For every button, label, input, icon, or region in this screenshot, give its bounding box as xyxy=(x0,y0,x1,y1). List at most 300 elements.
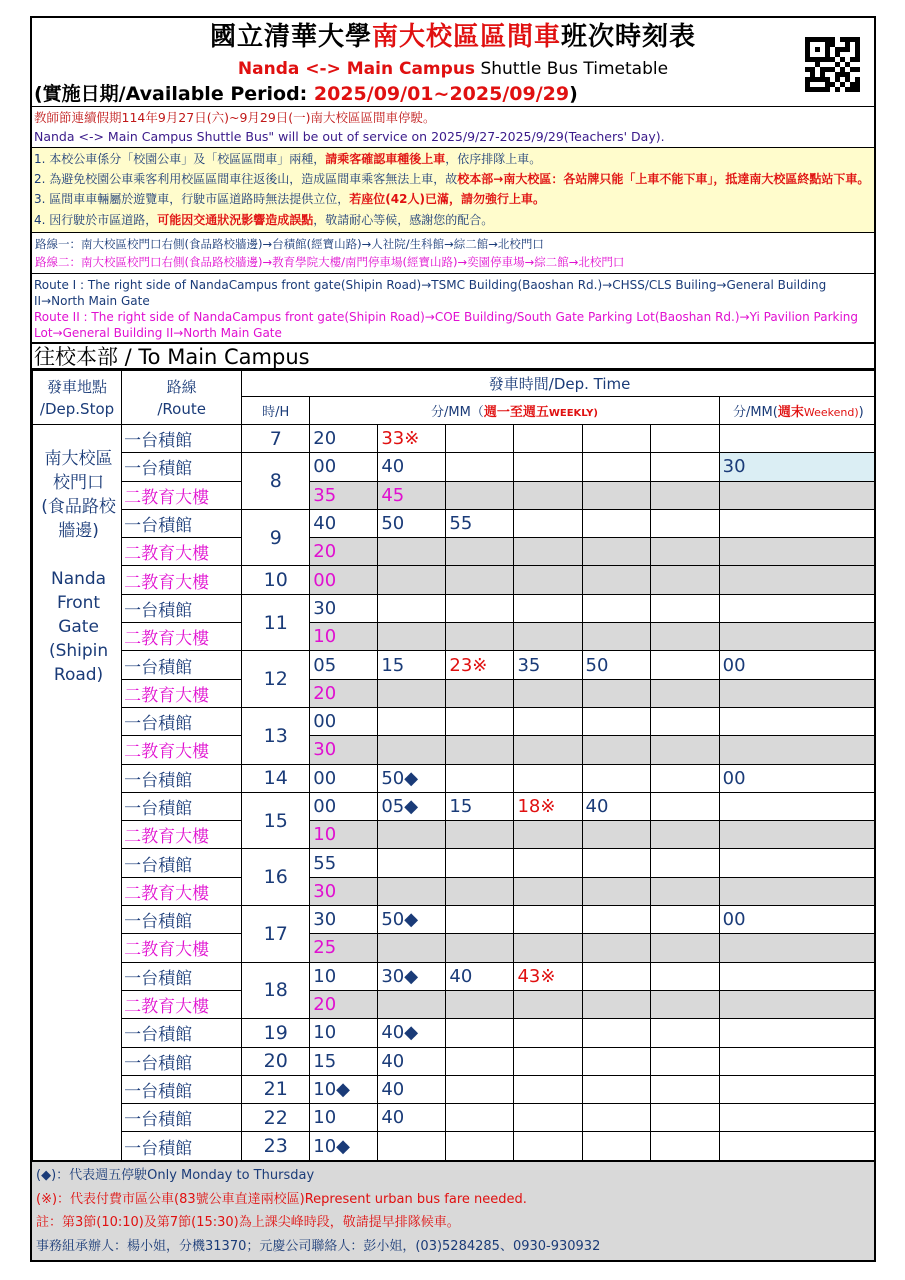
departure-minute xyxy=(378,934,446,962)
route-name: 一台積館 xyxy=(122,707,242,735)
header-stop: 發車地點 /Dep.Stop xyxy=(33,371,122,425)
departure-minute xyxy=(582,1132,650,1160)
notice-cn: 教師節連續假期114年9月27日(六)~9月29日(一)南大校區區間車停駛。 xyxy=(34,110,436,125)
table-row xyxy=(33,792,877,820)
departure-minute xyxy=(446,481,514,509)
departure-minute xyxy=(650,849,719,877)
departure-minute: 35 xyxy=(310,481,378,509)
rule-4-b: 可能因交通狀況影響造成誤點 xyxy=(157,213,314,227)
rule-2 xyxy=(34,170,872,189)
departure-minute xyxy=(650,906,719,934)
departure-minute: 20 xyxy=(310,679,378,707)
departure-minute xyxy=(650,1019,719,1047)
departure-minute xyxy=(378,594,446,622)
departure-minute xyxy=(582,906,650,934)
departure-minute xyxy=(514,906,582,934)
weekend-minute xyxy=(719,962,876,990)
footer-note-1: (◆)：代表週五停駛Only Monday to Thursday xyxy=(36,1168,315,1183)
table-row xyxy=(33,594,877,622)
departure-minute: 20 xyxy=(310,538,378,566)
departure-minute xyxy=(446,623,514,651)
route-name: 一台積館 xyxy=(122,764,242,792)
departure-minute xyxy=(582,736,650,764)
departure-minute: 23※ xyxy=(446,651,514,679)
table-row xyxy=(33,736,877,764)
departure-minute xyxy=(650,538,719,566)
departure-minute xyxy=(514,849,582,877)
route-name: 二教育大樓 xyxy=(122,736,242,764)
departure-minute: 40 xyxy=(378,1075,446,1103)
departure-minute xyxy=(582,990,650,1018)
footer-note-3: 註：第3節(10:10)及第7節(15:30)為上課尖峰時段，敬請提早排隊候車。 xyxy=(36,1215,460,1230)
hour-cell: 9 xyxy=(242,509,310,566)
departure-minute xyxy=(582,1075,650,1103)
header-route: 路線 /Route xyxy=(122,371,242,425)
timetable xyxy=(32,370,876,1161)
subtitle xyxy=(32,56,874,82)
title-part-1: 國立清華大學 xyxy=(209,22,372,52)
routes-cn xyxy=(32,233,874,274)
departure-minute xyxy=(446,1019,514,1047)
route-name: 二教育大樓 xyxy=(122,623,242,651)
departure-minute xyxy=(514,453,582,481)
departure-minute xyxy=(514,1132,582,1160)
subtitle-text: Shuttle Bus Timetable xyxy=(480,59,669,79)
departure-minute xyxy=(514,764,582,792)
departure-minute xyxy=(650,934,719,962)
route-name: 一台積館 xyxy=(122,849,242,877)
departure-minute xyxy=(446,764,514,792)
departure-minute: 00 xyxy=(310,566,378,594)
table-row xyxy=(33,962,877,990)
departure-minute xyxy=(514,679,582,707)
rules-box xyxy=(32,148,874,233)
table-row xyxy=(33,764,877,792)
table-row xyxy=(33,481,877,509)
table-row xyxy=(33,538,877,566)
departure-minute: 15 xyxy=(378,651,446,679)
departure-minute xyxy=(514,707,582,735)
departure-minute: 50◆ xyxy=(378,764,446,792)
route-name: 二教育大樓 xyxy=(122,566,242,594)
route-name: 一台積館 xyxy=(122,594,242,622)
route-name: 二教育大樓 xyxy=(122,877,242,905)
departure-minute xyxy=(514,594,582,622)
departure-minute xyxy=(650,990,719,1018)
route-name: 一台積館 xyxy=(122,962,242,990)
departure-minute xyxy=(582,764,650,792)
title-part-2: 南大校區區間車 xyxy=(371,22,561,52)
footer-note-2: (※)：代表付費市區公車(83號公車直達兩校區)Represent urban bus fare needed. xyxy=(36,1191,527,1207)
departure-minute: 50 xyxy=(582,651,650,679)
departure-minute xyxy=(650,679,719,707)
departure-minute: 50 xyxy=(378,509,446,537)
hdr-weekend-b: 週末 xyxy=(777,405,804,420)
departure-minute: 10◆ xyxy=(310,1075,378,1103)
route-1-en: Route I : The right side of NandaCampus front gate(Shipin Road)→TSMC Building(Baoshan Rd.)→CHSS/CLS Builing→General Building II→North Main Gate xyxy=(34,278,827,308)
departure-minute xyxy=(514,821,582,849)
weekend-minute xyxy=(719,481,876,509)
weekend-minute xyxy=(719,990,876,1018)
departure-minute xyxy=(582,707,650,735)
weekend-minute xyxy=(719,736,876,764)
rule-3 xyxy=(34,189,872,210)
route-name: 一台積館 xyxy=(122,1132,242,1160)
rule-2-a: 2. 為避免校園公車乘客利用校區區間車往返後山，造成區間車乘客無法上車，故 xyxy=(34,172,458,186)
qr-code-icon[interactable] xyxy=(805,37,860,92)
weekend-minute: 00 xyxy=(719,651,876,679)
weekend-minute xyxy=(719,1104,876,1132)
departure-minute: 43※ xyxy=(514,962,582,990)
table-row xyxy=(33,453,877,481)
weekend-minute xyxy=(719,509,876,537)
header-min-weekend xyxy=(719,397,876,425)
departure-minute xyxy=(514,990,582,1018)
departure-minute xyxy=(446,425,514,453)
weekend-minute xyxy=(719,566,876,594)
departure-minute xyxy=(650,1075,719,1103)
section-title: 往校本部 / To Main Campus xyxy=(32,344,874,370)
departure-minute xyxy=(582,934,650,962)
rule-4 xyxy=(34,210,872,231)
departure-minute xyxy=(650,962,719,990)
departure-minute xyxy=(378,707,446,735)
departure-minute xyxy=(378,849,446,877)
departure-minute: 40◆ xyxy=(378,1019,446,1047)
notice-en: Nanda <-> Main Campus Shuttle Bus" will be out of service on 2025/9/27-2025/9/29(Teachers' Day). xyxy=(34,129,665,144)
available-period xyxy=(32,82,874,107)
departure-minute xyxy=(446,1132,514,1160)
departure-minute xyxy=(446,1104,514,1132)
departure-minute xyxy=(582,453,650,481)
departure-minute xyxy=(514,1075,582,1103)
departure-minute xyxy=(446,594,514,622)
table-row xyxy=(33,821,877,849)
departure-minute xyxy=(514,1047,582,1075)
departure-minute xyxy=(514,736,582,764)
departure-minute xyxy=(446,990,514,1018)
table-row xyxy=(33,623,877,651)
weekend-minute: 30 xyxy=(719,453,876,481)
table-row xyxy=(33,425,877,453)
departure-minute: 25 xyxy=(310,934,378,962)
departure-minute xyxy=(514,566,582,594)
departure-minute: 35 xyxy=(514,651,582,679)
departure-minute: 05 xyxy=(310,651,378,679)
rule-4-a: 4. 因行駛於市區道路， xyxy=(34,213,158,227)
departure-minute: 30 xyxy=(310,594,378,622)
table-row xyxy=(33,1132,877,1160)
departure-minute xyxy=(514,509,582,537)
weekend-minute xyxy=(719,538,876,566)
weekend-minute xyxy=(719,594,876,622)
departure-minute xyxy=(378,623,446,651)
table-row xyxy=(33,1019,877,1047)
weekend-minute xyxy=(719,821,876,849)
departure-minute xyxy=(650,877,719,905)
hdr-weekly-a: 分/MM（ xyxy=(431,405,484,420)
departure-minute xyxy=(650,764,719,792)
departure-minute xyxy=(514,1019,582,1047)
departure-minute xyxy=(650,651,719,679)
departure-minute xyxy=(582,594,650,622)
departure-minute xyxy=(446,821,514,849)
departure-minute: 33※ xyxy=(378,425,446,453)
departure-minute: 10 xyxy=(310,1019,378,1047)
table-row xyxy=(33,566,877,594)
departure-minute: 30 xyxy=(310,736,378,764)
departure-minute xyxy=(582,1104,650,1132)
departure-minute xyxy=(378,821,446,849)
departure-minute xyxy=(446,707,514,735)
departure-minute xyxy=(582,425,650,453)
table-row xyxy=(33,877,877,905)
departure-minute xyxy=(582,509,650,537)
departure-minute: 15 xyxy=(310,1047,378,1075)
departure-minute xyxy=(446,679,514,707)
departure-minute xyxy=(446,849,514,877)
table-row xyxy=(33,934,877,962)
timetable-document xyxy=(30,16,876,1262)
weekend-minute xyxy=(719,877,876,905)
departure-minute xyxy=(446,736,514,764)
weekend-minute xyxy=(719,934,876,962)
weekend-minute xyxy=(719,623,876,651)
departure-minute: 10 xyxy=(310,962,378,990)
weekend-minute xyxy=(719,1075,876,1103)
route-name: 二教育大樓 xyxy=(122,934,242,962)
rule-3-a: 3. 區間車車輛屬於遊覽車，行駛市區道路時無法提供立位， xyxy=(34,192,350,206)
hdr-weekly-c: WEEKLY) xyxy=(548,408,598,419)
departure-minute xyxy=(514,1104,582,1132)
hour-cell: 17 xyxy=(242,906,310,963)
departure-minute xyxy=(446,906,514,934)
route-name: 二教育大樓 xyxy=(122,990,242,1018)
departure-minute xyxy=(582,1047,650,1075)
departure-minute xyxy=(650,566,719,594)
route-name: 一台積館 xyxy=(122,1104,242,1132)
hour-cell: 15 xyxy=(242,792,310,849)
departure-minute xyxy=(514,934,582,962)
hour-cell: 13 xyxy=(242,707,310,764)
weekend-minute xyxy=(719,1047,876,1075)
departure-minute xyxy=(650,792,719,820)
departure-minute: 20 xyxy=(310,425,378,453)
departure-minute xyxy=(582,962,650,990)
rule-1-a: 1. 本校公車係分「校園公車」及「校區區間車」兩種， xyxy=(34,152,326,166)
table-row xyxy=(33,1047,877,1075)
header-min-weekly xyxy=(310,397,719,425)
hour-cell: 16 xyxy=(242,849,310,906)
hour-cell: 22 xyxy=(242,1104,310,1132)
departure-minute: 55 xyxy=(310,849,378,877)
departure-minute xyxy=(582,849,650,877)
route-name: 一台積館 xyxy=(122,1047,242,1075)
departure-minute xyxy=(378,538,446,566)
footer-notes xyxy=(32,1160,874,1260)
departure-minute: 05◆ xyxy=(378,792,446,820)
departure-minute xyxy=(514,877,582,905)
route-name: 二教育大樓 xyxy=(122,481,242,509)
table-row xyxy=(33,679,877,707)
departure-minute: 10 xyxy=(310,1104,378,1132)
departure-minute: 00 xyxy=(310,764,378,792)
departure-minute xyxy=(582,821,650,849)
route-name: 一台積館 xyxy=(122,1019,242,1047)
hdr-weekend-close: ) xyxy=(858,405,864,420)
departure-minute: 30 xyxy=(310,877,378,905)
weekend-minute xyxy=(719,679,876,707)
departure-minute: 50◆ xyxy=(378,906,446,934)
title-part-3: 班次時刻表 xyxy=(561,22,697,52)
departure-minute: 10 xyxy=(310,821,378,849)
table-row xyxy=(33,651,877,679)
header-hour: 時/H xyxy=(242,397,310,425)
departure-minute xyxy=(378,736,446,764)
weekend-minute xyxy=(719,792,876,820)
departure-minute xyxy=(378,990,446,1018)
hour-cell: 12 xyxy=(242,651,310,708)
departure-minute xyxy=(446,538,514,566)
hour-cell: 7 xyxy=(242,425,310,453)
departure-minute xyxy=(582,877,650,905)
routes-en xyxy=(32,274,874,344)
weekend-minute: 00 xyxy=(719,764,876,792)
departure-minute xyxy=(650,623,719,651)
departure-minute xyxy=(582,566,650,594)
weekend-minute: 00 xyxy=(719,906,876,934)
hour-cell: 18 xyxy=(242,962,310,1019)
departure-minute xyxy=(650,707,719,735)
rule-1 xyxy=(34,149,872,170)
departure-minute: 00 xyxy=(310,707,378,735)
departure-minute xyxy=(378,1132,446,1160)
route-name: 二教育大樓 xyxy=(122,821,242,849)
departure-minute xyxy=(650,453,719,481)
hdr-weekly-b: 週一至週五 xyxy=(483,405,549,420)
route-name: 二教育大樓 xyxy=(122,538,242,566)
departure-minute xyxy=(514,623,582,651)
departure-minute xyxy=(378,877,446,905)
route-name: 二教育大樓 xyxy=(122,679,242,707)
hour-cell: 19 xyxy=(242,1019,310,1047)
departure-minute xyxy=(582,623,650,651)
route-2-en: Route II : The right side of NandaCampus front gate(Shipin Road)→COE Building/South Gate Parking Lot(Baoshan Rd.)→Yi Pavilion Parking Lot→General Building II→North Main Gate xyxy=(34,310,859,340)
footer-contact: 事務組承辦人：楊小姐，分機31370；元慶公司聯絡人：彭小姐，(03)5284285、0930-930932 xyxy=(36,1238,601,1254)
route-name: 一台積館 xyxy=(122,906,242,934)
departure-minute: 40 xyxy=(378,1047,446,1075)
table-row xyxy=(33,1104,877,1132)
departure-minute: 18※ xyxy=(514,792,582,820)
departure-minute xyxy=(514,538,582,566)
departure-minute: 40 xyxy=(582,792,650,820)
hour-cell: 8 xyxy=(242,453,310,510)
departure-minute xyxy=(650,509,719,537)
hour-cell: 14 xyxy=(242,764,310,792)
route-name: 一台積館 xyxy=(122,425,242,453)
table-row xyxy=(33,849,877,877)
table-row xyxy=(33,1075,877,1103)
departure-minute: 55 xyxy=(446,509,514,537)
route-2-cn: 路線二：南大校區校門口右側(食品路校牆邊)→教育學院大樓/南門停車場(經寶山路)→奕園停車場→綜二館→北校門口 xyxy=(35,255,625,269)
route-name: 一台積館 xyxy=(122,651,242,679)
departure-minute xyxy=(582,538,650,566)
departure-minute xyxy=(378,566,446,594)
departure-minute xyxy=(650,1104,719,1132)
hour-cell: 11 xyxy=(242,594,310,651)
departure-minute xyxy=(650,821,719,849)
departure-minute xyxy=(650,481,719,509)
departure-minute: 20 xyxy=(310,990,378,1018)
departure-minute: 00 xyxy=(310,792,378,820)
route-name: 一台積館 xyxy=(122,792,242,820)
hour-cell: 21 xyxy=(242,1075,310,1103)
departure-minute xyxy=(514,425,582,453)
departure-minute xyxy=(446,453,514,481)
departure-minute: 40 xyxy=(446,962,514,990)
hdr-weekend-a: 分/MM( xyxy=(732,405,778,420)
departure-minute xyxy=(446,934,514,962)
departure-minute xyxy=(650,1132,719,1160)
table-row xyxy=(33,906,877,934)
departure-minute: 30◆ xyxy=(378,962,446,990)
departure-minute: 10 xyxy=(310,623,378,651)
rule-3-b: 若座位(42人)已滿，請勿強行上車。 xyxy=(349,192,545,206)
departure-minute xyxy=(378,679,446,707)
departure-minute: 40 xyxy=(310,509,378,537)
departure-minute xyxy=(582,481,650,509)
weekend-minute xyxy=(719,707,876,735)
table-row xyxy=(33,707,877,735)
rule-2-b: 校本部→南大校區：各站牌只能「上車不能下車」，抵達南大校區終點站下車。 xyxy=(457,172,870,186)
rule-1-c: ，依序排隊上車。 xyxy=(445,152,542,166)
hour-cell: 23 xyxy=(242,1132,310,1160)
departure-minute: 15 xyxy=(446,792,514,820)
departure-minute xyxy=(650,594,719,622)
rule-4-c: ，敬請耐心等候，感謝您的配合。 xyxy=(313,213,494,227)
hour-cell: 10 xyxy=(242,566,310,594)
departure-minute xyxy=(446,877,514,905)
departure-minute: 00 xyxy=(310,453,378,481)
departure-minute xyxy=(446,1047,514,1075)
subtitle-route: Nanda <-> Main Campus xyxy=(237,59,476,79)
departure-minute xyxy=(514,481,582,509)
table-row xyxy=(33,509,877,537)
departure-minute xyxy=(650,736,719,764)
weekend-minute xyxy=(719,1019,876,1047)
departure-minute xyxy=(446,566,514,594)
departure-minute: 30 xyxy=(310,906,378,934)
header-dep-time: 發車時間/Dep. Time xyxy=(242,371,876,397)
table-row xyxy=(33,990,877,1018)
page-title xyxy=(32,18,874,56)
departure-minute: 10◆ xyxy=(310,1132,378,1160)
route-1-cn: 路線一：南大校區校門口右側(食品路校牆邊)→台積館(經寶山路)→人社院/生科館→綜二館→北校門口 xyxy=(35,237,544,251)
departure-minute xyxy=(582,1019,650,1047)
departure-minute xyxy=(446,1075,514,1103)
period-value: 2025/09/01~2025/09/29 xyxy=(313,83,570,105)
departure-minute xyxy=(650,425,719,453)
weekend-minute xyxy=(719,1132,876,1160)
departure-minute: 45 xyxy=(378,481,446,509)
period-close: ) xyxy=(569,83,578,105)
departure-minute: 40 xyxy=(378,1104,446,1132)
period-label: (實施日期/Available Period: xyxy=(34,83,308,105)
rule-1-b: 請乘客確認車種後上車 xyxy=(325,152,446,166)
hdr-weekend-c: Weekend) xyxy=(803,406,859,419)
weekend-minute xyxy=(719,849,876,877)
departure-minute xyxy=(582,679,650,707)
